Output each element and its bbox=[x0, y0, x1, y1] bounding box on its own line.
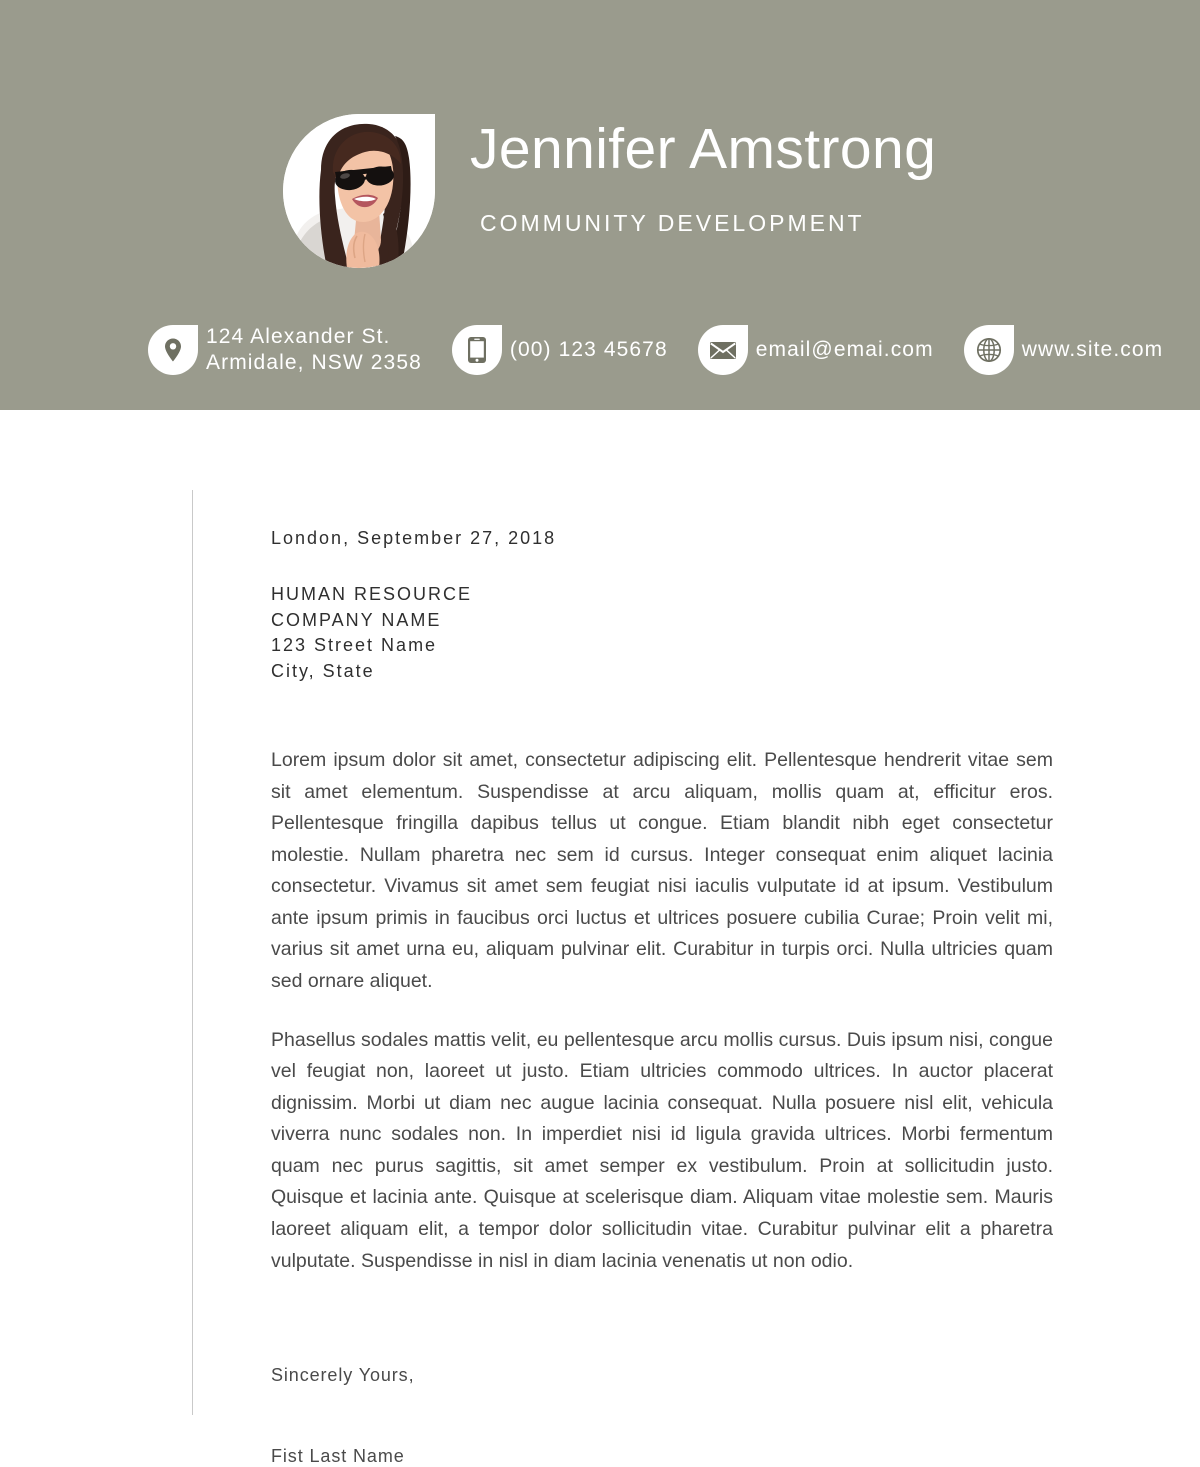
letterhead-header bbox=[0, 0, 1200, 410]
recipient-line-1: HUMAN RESOURCE bbox=[271, 584, 473, 604]
letter-paragraph-2: Phasellus sodales mattis velit, eu pellentesque arcu mollis cursus. Duis ipsum nisi, congue vel feugiat non, laoreet ut justo. Etiam ultricies commodo ultrices. In auctor placerat dignissim. Morbi ut diam nec augue lacinia consequat. Nulla posuere nisl elit, vehicula viverra nunc sodales non. In imperdiet nisi id ligula gravida ultrices. Morbi fermentum quam nec purus sagittis, sit amet semper ex vestibulum. Proin at sollicitudin justo. Quisque et lacinia ante. Quisque at scelerisque diam. Aliquam vitae molestie sem. Mauris laoreet aliquam elit, a tempor dolor sollicitudin vitae. Curabitur pulvinar elit a pharetra vulputate. Suspendisse in nisl in diam lacinia venenatis ut non odio. bbox=[271, 1028, 1053, 1272]
email-text: email@emai.com bbox=[755, 338, 934, 362]
person-name: Jennifer Amstrong bbox=[470, 117, 937, 181]
recipient-line-3: 123 Street Name bbox=[271, 635, 438, 656]
contact-item-phone[interactable] bbox=[452, 325, 668, 375]
vertical-divider bbox=[192, 490, 193, 1415]
identity-text bbox=[470, 114, 936, 237]
phone-text: (00) 123 45678 bbox=[509, 338, 668, 362]
portrait-photo bbox=[283, 114, 435, 268]
avatar bbox=[283, 114, 435, 268]
letter-paragraph-1: Lorem ipsum dolor sit amet, consectetur adipiscing elit. Pellentesque hendrerit vitae sem sit amet elementum. Suspendisse at arcu aliquam, mollis quam at, efficitur eros. Pellentesque fringilla dapibus tellus ut congue. Etiam blandit nibh eget consectetur molestie. Nullam pharetra nec sem id cursus. Integer consequat enim aliquet lacinia consectetur. Vivamus sit amet sem feugiat nisi iaculis vulputate id at ipsum. Vestibulum ante ipsum primis in faucibus orci luctus et ultrices posuere cubilia Curae; Proin velit mi, varius sit amet urna eu, aliquam pulvinar elit. Curabitur in turpis orci. Nulla ultricies quam sed ornare aliquet. bbox=[271, 748, 1053, 992]
location-pin-icon bbox=[148, 325, 198, 375]
identity-block bbox=[283, 114, 936, 268]
recipient-line-2: COMPANY NAME bbox=[271, 609, 442, 630]
signature-name: Fist Last Name bbox=[271, 1446, 405, 1467]
address-line1: 124 Alexander St. bbox=[206, 325, 391, 348]
envelope-icon bbox=[698, 325, 748, 375]
globe-icon bbox=[964, 325, 1014, 375]
recipient-line-4: City, State bbox=[271, 661, 375, 682]
address-line2: Armidale, NSW 2358 bbox=[206, 351, 422, 375]
contact-row bbox=[148, 324, 1163, 377]
recipient-block bbox=[271, 582, 1053, 685]
letter-date: London, September 27, 2018 bbox=[271, 528, 557, 548]
letter-closing: Sincerely Yours, bbox=[271, 1365, 415, 1386]
address-text bbox=[206, 324, 422, 377]
letter-body bbox=[271, 528, 1053, 1467]
website-text: www.site.com bbox=[1021, 338, 1164, 362]
person-role: COMMUNITY DEVELOPMENT bbox=[480, 209, 865, 236]
mobile-phone-icon bbox=[452, 325, 502, 375]
contact-item-email[interactable] bbox=[698, 325, 934, 375]
contact-item-website[interactable] bbox=[964, 325, 1164, 375]
contact-item-address[interactable] bbox=[148, 324, 422, 377]
